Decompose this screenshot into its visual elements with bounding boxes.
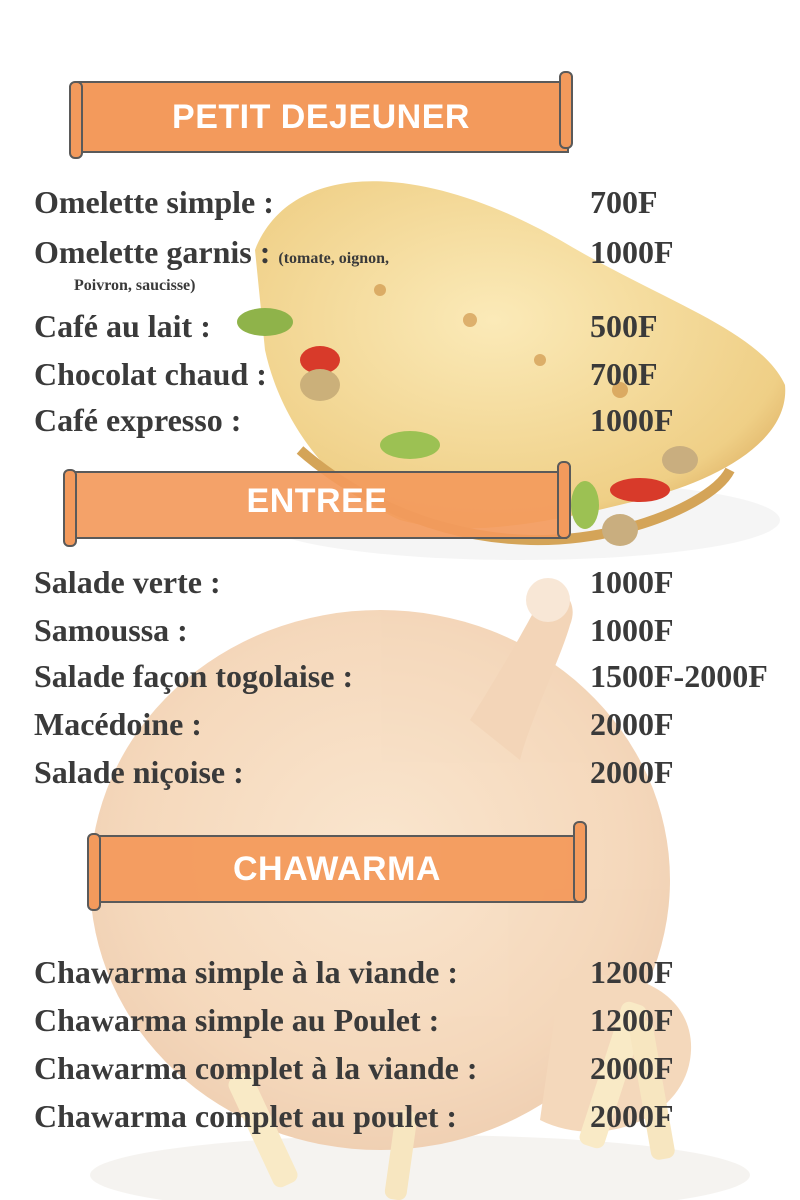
- menu-item-name: Salade verte :: [34, 564, 221, 600]
- menu-item-name: Chawarma complet au poulet :: [34, 1098, 458, 1134]
- menu-item-price: 1000F: [590, 564, 674, 600]
- section-banner-petit-dejeuner: [66, 68, 576, 160]
- menu-item-price: 500F: [590, 308, 658, 344]
- menu-item-name: Chawarma complet à la viande :: [34, 1050, 478, 1086]
- menu-item-name: Chawarma simple à la viande :: [34, 954, 458, 990]
- section-title: PETIT DEJEUNER: [172, 98, 470, 136]
- menu-item-price: 2000F: [590, 1050, 674, 1086]
- menu-item-name: Salade façon togolaise :: [34, 658, 354, 694]
- section-title: ENTREE: [246, 482, 388, 520]
- menu-item-name: Macédoine :: [34, 706, 202, 742]
- menu-item-price: 1000F: [590, 402, 674, 438]
- menu-item-price: 2000F: [590, 1098, 674, 1134]
- menu-item-price: 2000F: [590, 754, 674, 790]
- menu-item-price: 1200F: [590, 1002, 674, 1038]
- menu-item-name: Chawarma simple au Poulet :: [34, 1002, 440, 1038]
- menu-item-price: 1000F: [590, 612, 674, 648]
- menu-item-name: Samoussa :: [34, 612, 188, 648]
- menu-item-price: 700F: [590, 184, 658, 220]
- menu-item-price: 1000F: [590, 234, 674, 270]
- menu-item-name: Salade niçoise :: [34, 754, 244, 790]
- section-banner-entree: [60, 458, 574, 550]
- item-note: (tomate, oignon,: [278, 250, 390, 267]
- section-title: CHAWARMA: [233, 850, 441, 888]
- section-banner-chawarma: [84, 818, 590, 912]
- menu-item-name: Café expresso :: [34, 402, 242, 438]
- menu-item-name: [34, 232, 389, 279]
- menu-item-name: Omelette simple :: [34, 184, 274, 220]
- menu-item-price: 1500F-2000F: [590, 658, 768, 694]
- menu-item-price: 1200F: [590, 954, 674, 990]
- menu-item-name: Café au lait :: [34, 308, 211, 344]
- item-note-continued: Poivron, saucisse): [74, 277, 196, 294]
- menu-item-price: 2000F: [590, 706, 674, 742]
- item-label: Omelette garnis :: [34, 234, 271, 270]
- menu-item-name: Chocolat chaud :: [34, 356, 267, 392]
- menu-item-price: 700F: [590, 356, 658, 392]
